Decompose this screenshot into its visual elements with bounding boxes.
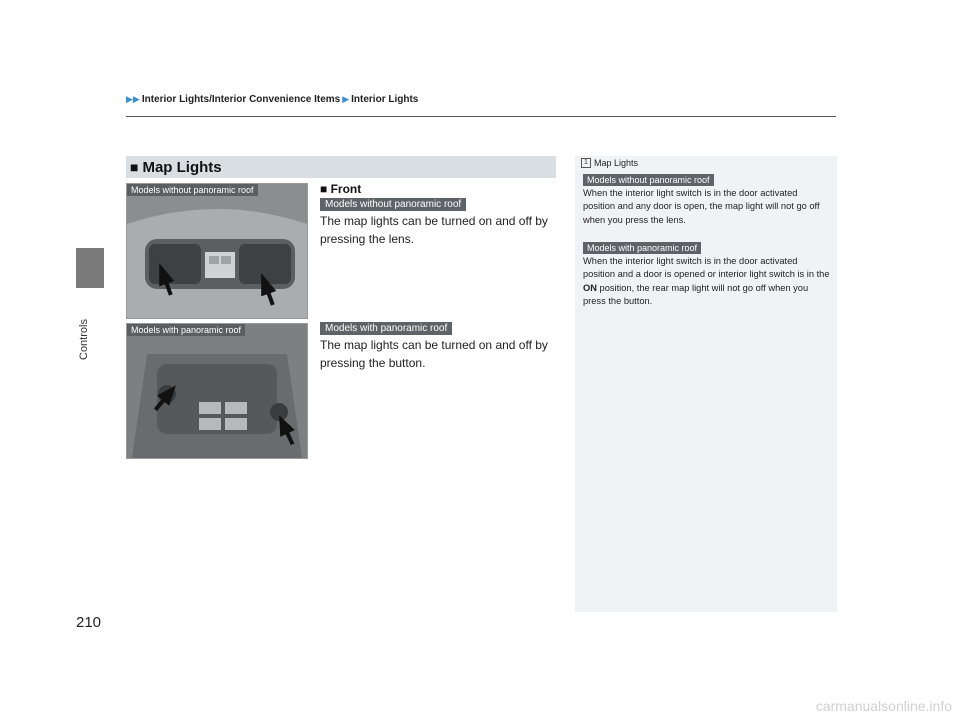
chevron-right-icon: ▶▶ <box>126 94 140 104</box>
page-number: 210 <box>76 614 102 631</box>
model-badge: Models with panoramic roof <box>583 242 701 254</box>
model-badge: Models without panoramic roof <box>320 198 466 211</box>
breadcrumb <box>126 94 418 105</box>
note-emphasis: ON <box>583 282 597 293</box>
breadcrumb-item[interactable]: Interior Lights/Interior Convenience Items <box>141 94 341 105</box>
sidebar-heading <box>581 158 638 168</box>
sidebar-note: When the interior light switch is in the door activated position and any door is open, the map light will not go off when you press the lens. <box>583 188 820 225</box>
chevron-right-icon: ▶ <box>342 94 350 104</box>
note-icon: 1 <box>581 158 591 168</box>
map-light-illustration-without-roof <box>126 183 308 319</box>
sidebar-heading-text: Map Lights <box>594 158 639 168</box>
model-badge: Models without panoramic roof <box>583 174 714 186</box>
overhead-console-drawing <box>127 184 307 318</box>
note-text: position, the rear map light will not go off when you press the button. <box>583 282 809 306</box>
notes-sidebar <box>575 156 837 612</box>
section-title: Map Lights <box>142 158 222 176</box>
sidebar-note <box>583 255 831 308</box>
square-bullet-icon: ■ <box>130 159 139 175</box>
image-model-label: Models without panoramic roof <box>127 184 258 196</box>
section-header <box>126 156 556 178</box>
subheading <box>320 182 361 196</box>
image-model-label: Models with panoramic roof <box>127 324 245 336</box>
body-text: The map lights can be turned on and off by pressing the lens. <box>320 214 548 246</box>
map-light-illustration-with-roof <box>126 323 308 459</box>
overhead-console-drawing <box>127 324 307 458</box>
chapter-tab[interactable] <box>76 248 104 288</box>
subheading-text: Front <box>330 182 362 196</box>
body-text: The map lights can be turned on and off by pressing the button. <box>320 338 548 370</box>
square-bullet-icon: ■ <box>320 182 331 196</box>
note-text: When the interior light switch is in the door activated position and a door is opened or interior light switch is in the <box>583 256 830 280</box>
breadcrumb-item[interactable]: Interior Lights <box>351 94 419 105</box>
watermark: carmanualsonline.info <box>815 698 952 714</box>
chapter-label: Controls <box>78 319 90 360</box>
model-badge: Models with panoramic roof <box>320 322 452 335</box>
header-divider <box>126 116 836 117</box>
